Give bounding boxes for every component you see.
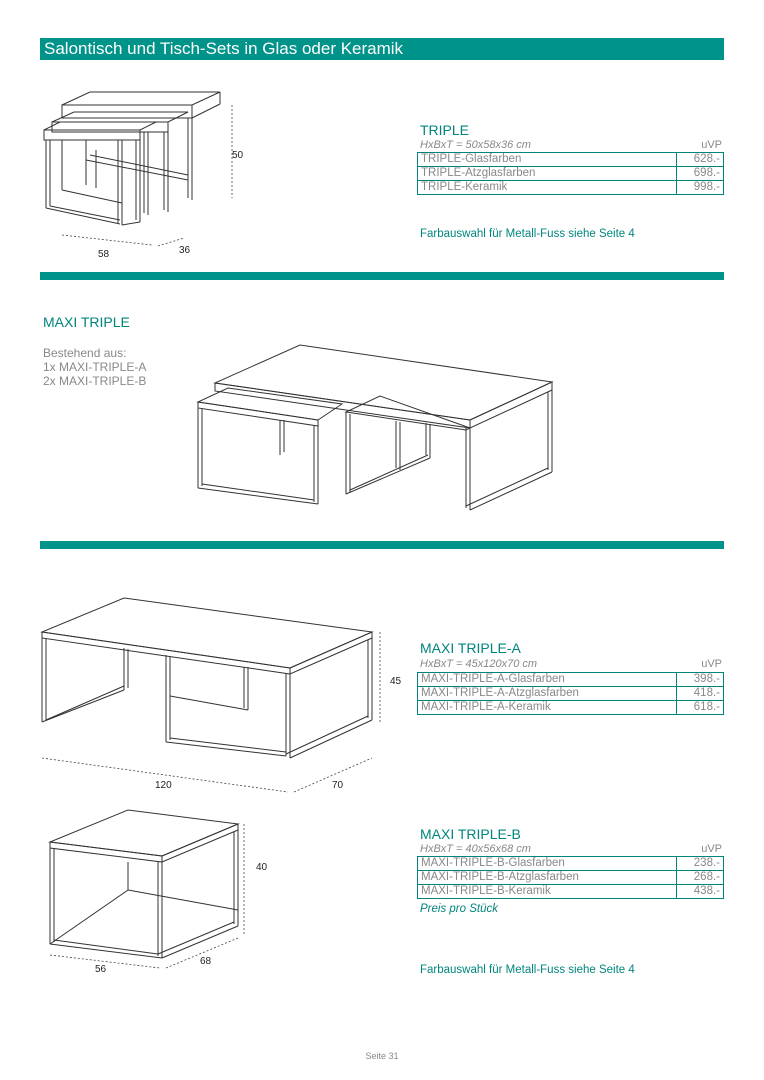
product-name: MAXI-TRIPLE-B-Keramik xyxy=(418,885,677,899)
maxi-a-dim-width: 120 xyxy=(155,780,172,791)
maxi-b-dims: HxBxT = 40x56x68 cm xyxy=(420,843,531,855)
product-price: 398.- xyxy=(677,673,724,687)
maxi-a-title: MAXI TRIPLE-A xyxy=(420,640,521,656)
product-name: MAXI-TRIPLE-B-Ätzglasfarben xyxy=(418,871,677,885)
product-price: 618.- xyxy=(677,701,724,715)
maxi-b-price-table xyxy=(417,856,724,899)
maxi-a-dim-height: 45 xyxy=(390,676,402,687)
product-name: MAXI-TRIPLE-B-Glasfarben xyxy=(418,857,677,871)
product-price: 438.- xyxy=(677,885,724,899)
maxi-b-note: Farbauswahl für Metall-Fuss siehe Seite 4 xyxy=(420,964,635,976)
triple-title: TRIPLE xyxy=(420,122,470,138)
triple-dims: HxBxT = 50x58x36 cm xyxy=(420,139,531,151)
maxi-b-dim-depth: 68 xyxy=(200,956,212,967)
product-price: 238.- xyxy=(677,857,724,871)
maxi-b-uvp: uVP xyxy=(701,843,722,855)
triple-dim-depth: 36 xyxy=(179,245,191,256)
product-name: TRIPLE-Glasfarben xyxy=(418,153,677,167)
product-price: 628.- xyxy=(677,153,724,167)
product-name: MAXI-TRIPLE-A-Keramik xyxy=(418,701,677,715)
triple-note: Farbauswahl für Metall-Fuss siehe Seite 4 xyxy=(420,228,635,240)
per-piece-note: Preis pro Stück xyxy=(420,903,498,915)
table-row xyxy=(418,871,724,885)
triple-dim-width: 58 xyxy=(98,249,110,260)
triple-uvp: uVP xyxy=(701,139,722,151)
maxi-a-dim-depth: 70 xyxy=(332,780,344,791)
product-name: MAXI-TRIPLE-A-Glasfarben xyxy=(418,673,677,687)
product-name: TRIPLE-Keramik xyxy=(418,181,677,195)
product-price: 998.- xyxy=(677,181,724,195)
product-price: 698.- xyxy=(677,167,724,181)
maxi-a-uvp: uVP xyxy=(701,658,722,670)
composition-line: 2x MAXI-TRIPLE-B xyxy=(43,374,147,388)
maxi-b-dim-width: 56 xyxy=(95,964,107,975)
table-row xyxy=(418,885,724,899)
composition-line: 1x MAXI-TRIPLE-A xyxy=(43,360,147,374)
maxi-b-dim-height: 40 xyxy=(256,862,268,873)
maxi-triple-title: MAXI TRIPLE xyxy=(43,314,130,330)
product-price: 418.- xyxy=(677,687,724,701)
maxi-b-title: MAXI TRIPLE-B xyxy=(420,826,521,842)
page-number: Seite 31 xyxy=(365,1051,399,1061)
page-title: Salontisch und Tisch-Sets in Glas oder Keramik xyxy=(44,39,404,58)
product-price: 268.- xyxy=(677,871,724,885)
maxi-a-dims: HxBxT = 45x120x70 cm xyxy=(420,658,538,670)
composition-line: Bestehend aus: xyxy=(43,346,127,360)
triple-dim-height: 50 xyxy=(232,150,244,161)
table-row xyxy=(418,857,724,871)
product-name: MAXI-TRIPLE-A-Ätzglasfarben xyxy=(418,687,677,701)
product-name: TRIPLE-Ätzglasfarben xyxy=(418,167,677,181)
